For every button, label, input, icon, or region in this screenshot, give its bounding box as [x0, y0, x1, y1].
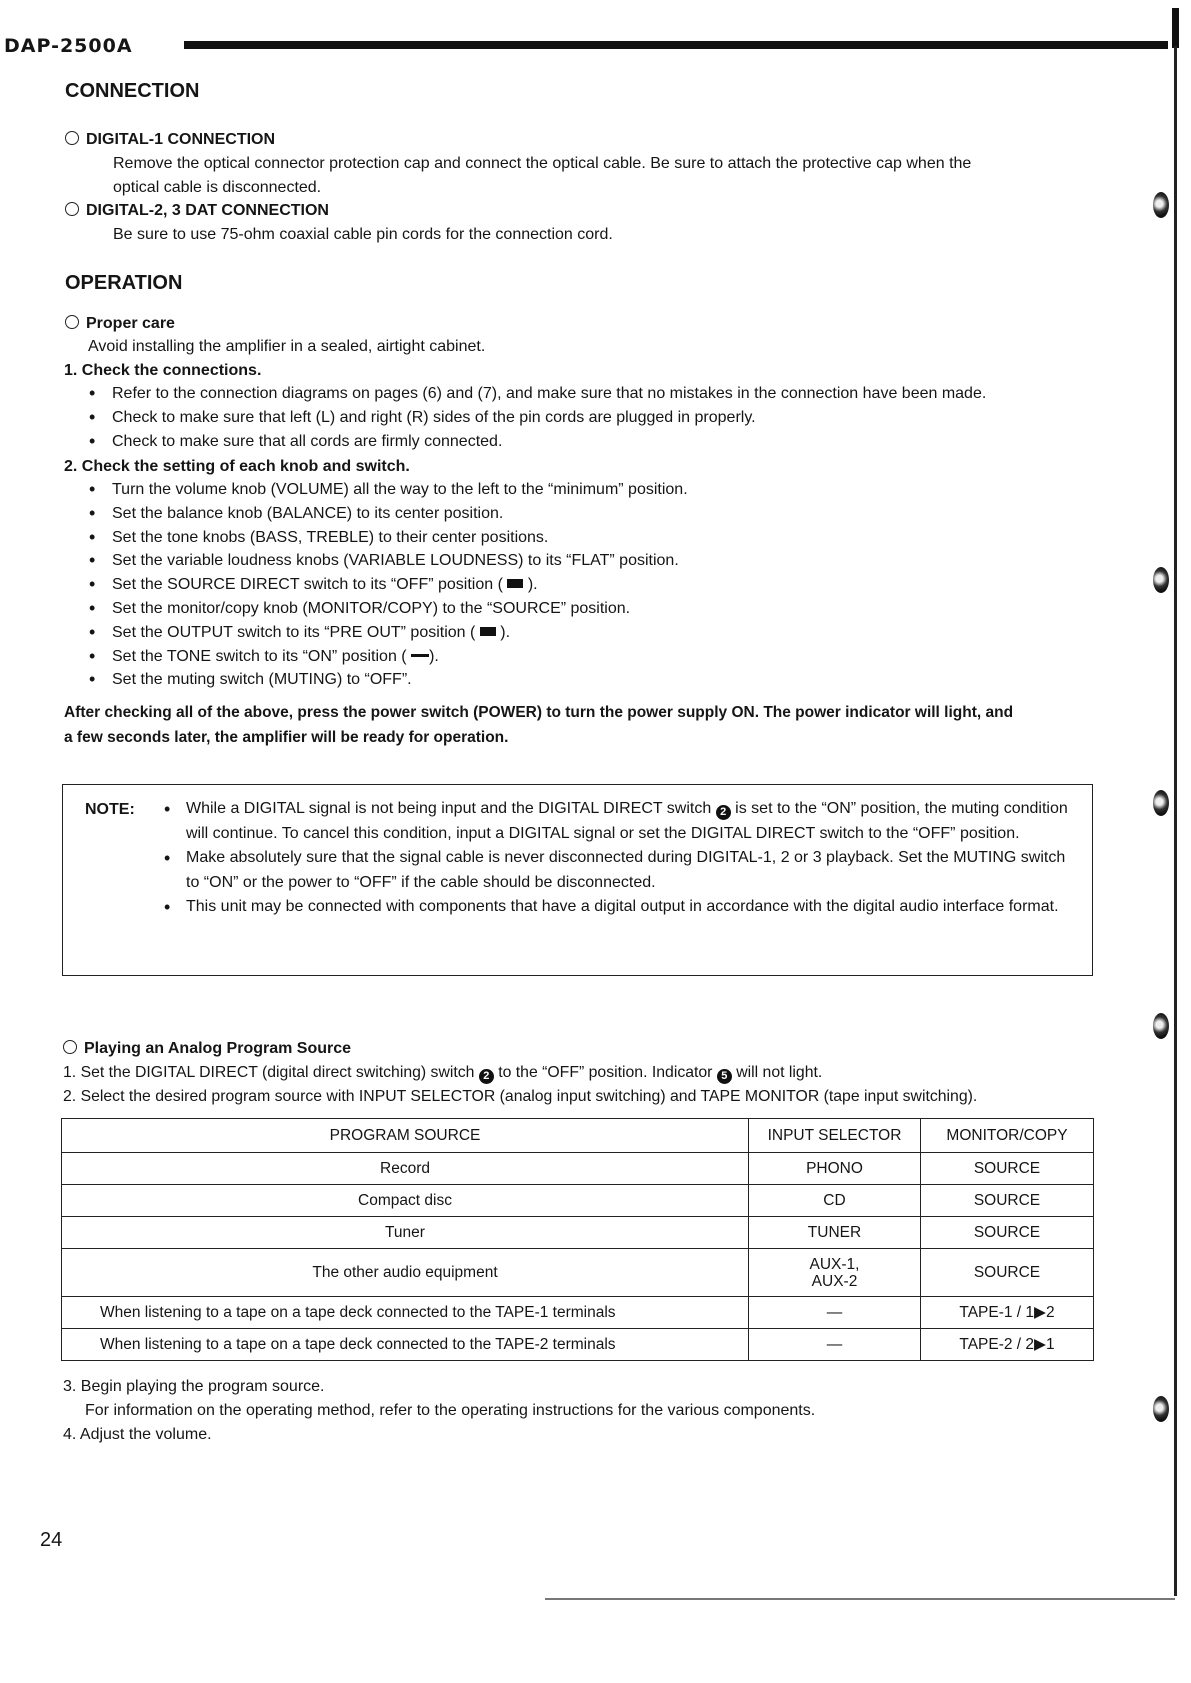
- punch-hole-icon: [1153, 192, 1169, 218]
- digital1-text: Remove the optical connector protection cap and connect the optical cable. Be sure to attach the protective cap when the optical cable is disconnected.: [113, 155, 972, 196]
- punch-hole-icon: [1153, 1396, 1169, 1422]
- list-item: 4. Adjust the volume.: [63, 1426, 212, 1443]
- connection-title: CONNECTION: [65, 80, 200, 102]
- step1-list: [87, 382, 986, 453]
- column-header: MONITOR/COPY: [921, 1119, 1094, 1153]
- punch-hole-icon: [1153, 1013, 1169, 1039]
- circle-bullet-icon: [63, 1040, 77, 1054]
- after-check-text: After checking all of the above, press the power switch (POWER) to turn the power supply ON. The power indicator will light, and a few seconds later, the amplifier will be ready for operation.: [64, 704, 1014, 746]
- list-item: • Set the variable loudness knobs (VARIABLE LOUDNESS) to its “FLAT” position.: [87, 549, 688, 573]
- list-item: • Check to make sure that left (L) and right (R) sides of the pin cords are plugged in properly.: [87, 406, 986, 430]
- operation-title: OPERATION: [65, 272, 183, 294]
- binding-edge: [1174, 46, 1177, 1596]
- punch-hole-icon: [1153, 790, 1169, 816]
- list-item: • Check to make sure that all cords are firmly connected.: [87, 430, 986, 454]
- switch-pressed-icon: [507, 579, 523, 588]
- list-item: 1. Set the DIGITAL DIRECT (digital direct switching) switch 2 to the “OFF” position. Indicator 5 will not light.: [63, 1064, 823, 1082]
- callout-marker: 2: [479, 1069, 494, 1084]
- list-item: • Set the SOURCE DIRECT switch to its “OFF” position ( ).: [87, 573, 688, 597]
- analog-steps: [63, 1061, 977, 1109]
- circle-bullet-icon: [65, 131, 79, 145]
- switch-pressed-icon: [480, 627, 496, 636]
- table-row: Compact disc CD SOURCE: [62, 1185, 1094, 1217]
- proper-care-heading: Proper care: [65, 315, 175, 333]
- note-item: • While a DIGITAL signal is not being input and the DIGITAL DIRECT switch 2 is set to the “ON” position, the muting condition will continue. To cancel this condition, input a DIGITAL signal or set the DIGITAL DIRECT switch to the “OFF” position.: [163, 797, 1078, 846]
- switch-released-icon: [411, 654, 429, 657]
- list-item: 3. Begin playing the program source.: [63, 1378, 325, 1395]
- program-source-table: [61, 1118, 1094, 1361]
- list-item: • Set the TONE switch to its “ON” position ( ).: [87, 645, 688, 669]
- table-row: When listening to a tape on a tape deck connected to the TAPE-2 terminals — TAPE-2 / 2▶1: [62, 1329, 1094, 1361]
- circle-bullet-icon: [65, 202, 79, 216]
- header-rule: [184, 41, 1168, 49]
- list-item: • Set the muting switch (MUTING) to “OFF”.: [87, 668, 688, 692]
- step2-list: [87, 478, 688, 692]
- model-name: DAP-2500A: [4, 36, 137, 56]
- column-header: PROGRAM SOURCE: [62, 1119, 749, 1153]
- digital23-text: Be sure to use 75-ohm coaxial cable pin cords for the connection cord.: [113, 226, 613, 243]
- list-item: • Set the OUTPUT switch to its “PRE OUT” position ( ).: [87, 621, 688, 645]
- list-item: • Refer to the connection diagrams on pages (6) and (7), and make sure that no mistakes in the connection have been made.: [87, 382, 986, 406]
- column-header: INPUT SELECTOR: [749, 1119, 921, 1153]
- table-row: The other audio equipment AUX-1, AUX-2 SOURCE: [62, 1249, 1094, 1297]
- list-item: 2. Select the desired program source with INPUT SELECTOR (analog input switching) and TAPE MONITOR (tape input switching).: [63, 1088, 978, 1105]
- digital1-heading: DIGITAL-1 CONNECTION: [65, 131, 275, 149]
- note-list: [163, 797, 1078, 920]
- step2-heading: 2. Check the setting of each knob and switch.: [64, 458, 410, 475]
- callout-marker: 2: [716, 805, 731, 820]
- table-row: Record PHONO SOURCE: [62, 1153, 1094, 1185]
- table-header-row: [62, 1119, 1094, 1153]
- list-item: For information on the operating method, refer to the operating instructions for the various components.: [85, 1402, 816, 1419]
- page-header: [4, 36, 1174, 56]
- punch-hole-icon: [1153, 567, 1169, 593]
- analog-heading: Playing an Analog Program Source: [63, 1040, 351, 1058]
- analog-steps-continued: [63, 1375, 815, 1447]
- list-item: • Set the tone knobs (BASS, TREBLE) to their center positions.: [87, 526, 688, 550]
- table-row: When listening to a tape on a tape deck connected to the TAPE-1 terminals — TAPE-1 / 1▶2: [62, 1297, 1094, 1329]
- list-item: • Turn the volume knob (VOLUME) all the way to the left to the “minimum” position.: [87, 478, 688, 502]
- step1-heading: 1. Check the connections.: [64, 362, 262, 379]
- note-item: • This unit may be connected with components that have a digital output in accordance with the digital audio interface format.: [163, 895, 1078, 920]
- callout-marker: 5: [717, 1069, 732, 1084]
- proper-care-text: Avoid installing the amplifier in a sealed, airtight cabinet.: [88, 338, 486, 355]
- digital23-heading: DIGITAL-2, 3 DAT CONNECTION: [65, 202, 329, 220]
- circle-bullet-icon: [65, 315, 79, 329]
- list-item: • Set the balance knob (BALANCE) to its center position.: [87, 502, 688, 526]
- note-box: [62, 784, 1093, 976]
- table-row: Tuner TUNER SOURCE: [62, 1217, 1094, 1249]
- binding-edge-mark: [1172, 8, 1179, 48]
- footer-rule: [545, 1598, 1175, 1600]
- page-number: 24: [40, 1529, 63, 1551]
- list-item: • Set the monitor/copy knob (MONITOR/COPY) to the “SOURCE” position.: [87, 597, 688, 621]
- note-item: • Make absolutely sure that the signal cable is never disconnected during DIGITAL-1, 2 or 3 playback. Set the MUTING switch to “ON” or the power to “OFF” if the cable should be disconnected.: [163, 846, 1078, 895]
- note-label: NOTE:: [85, 801, 135, 818]
